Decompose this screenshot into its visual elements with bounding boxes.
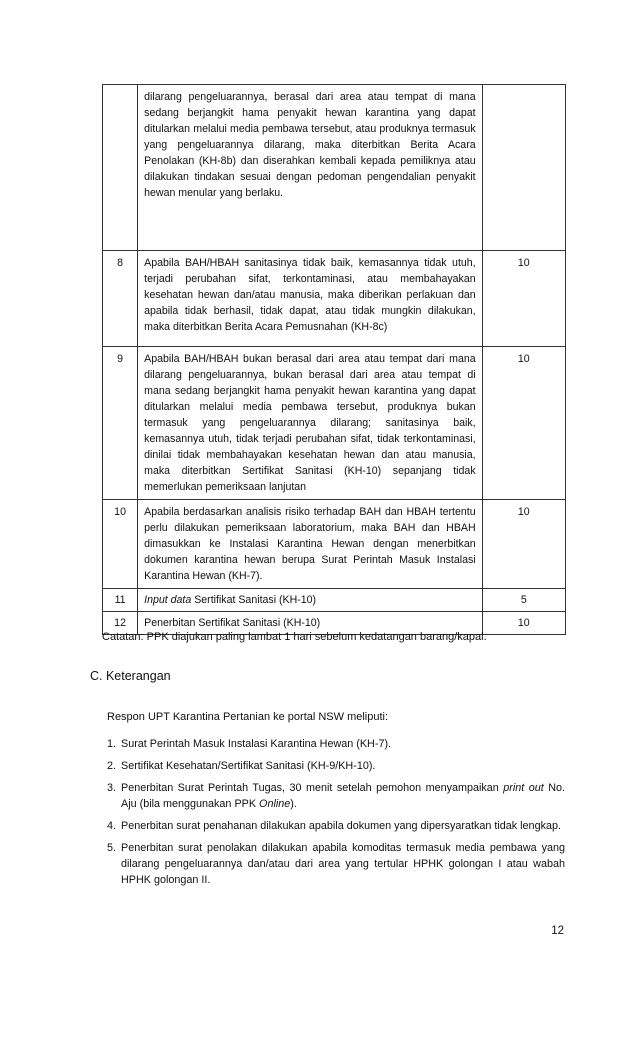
list-item	[107, 818, 565, 834]
row-time: 5	[482, 589, 565, 612]
row-number: 10	[103, 500, 138, 589]
procedure-table	[102, 84, 566, 635]
list-number: 2.	[107, 760, 117, 772]
row-number: 8	[103, 251, 138, 347]
page-number: 12	[551, 925, 564, 937]
list-text: Sertifikat Kesehatan/Sertifikat Sanitasi (KH-9/KH-10).	[121, 760, 376, 772]
list-number: 3.	[107, 782, 117, 794]
list-item	[107, 736, 565, 752]
list-text	[121, 780, 565, 812]
table-row	[103, 589, 566, 612]
section-heading: C. Keterangan	[90, 669, 171, 683]
row-number: 9	[103, 347, 138, 500]
list-number: 1.	[107, 738, 117, 750]
row-description: Apabila berdasarkan analisis risiko terhadap BAH dan HBAH tertentu perlu dilakukan pemeriksaan laboratorium, maka BAH dan HBAH dimasukkan ke Instalasi Karantina Hewan dengan menerbitkan dokumen karantina hewan berupa Surat Perintah Masuk Instalasi Karantina Hewan (KH-7).	[138, 500, 482, 589]
row-description: Apabila BAH/HBAH sanitasinya tidak baik, kemasannya tidak utuh, terjadi perubahan sifat, terkontaminasi, atau membahayakan kesehatan hewan dan/atau manusia, maka diberikan perlakuan dan apabila tidak berhasil, tidak dapat, atau tidak mungkin dilakukan, maka diterbitkan Berita Acara Pemusnahan (KH-8c)	[138, 251, 482, 347]
row-time: 10	[482, 612, 565, 635]
list-item	[107, 780, 565, 812]
table-note: Catatan: PPK diajukan paling lambat 1 hari sebelum kedatangan barang/kapal.	[102, 631, 487, 643]
row-description: dilarang pengeluarannya, berasal dari area atau tempat di mana sedang berjangkit hama penyakit hewan karantina yang dapat ditularkan melalui media pembawa tersebut, atau produknya termasuk yang pengeluarannya dilarang, maka diterbitkan Berita Acara Penolakan (KH-8b) dan diserahkan kembali kepada pemiliknya atau dilakukan tindakan sesuai dengan pedoman pengendalian penyakit hewan menular yang berlaku.	[138, 85, 482, 251]
description-text: Sertifikat Sanitasi (KH-10)	[191, 594, 317, 606]
list-text: Penerbitan surat penahanan dilakukan apabila dokumen yang dipersyaratkan tidak lengkap.	[121, 820, 561, 832]
list-number: 5.	[107, 842, 117, 854]
list-text-part: No. Aju (bila menggunakan PPK	[121, 782, 565, 810]
table-row	[103, 85, 566, 251]
list-item	[107, 758, 565, 774]
row-number: 11	[103, 589, 138, 612]
row-time: 10	[482, 251, 565, 347]
row-time	[482, 85, 565, 251]
row-description: Penerbitan Sertifikat Sanitasi (KH-10)	[138, 612, 482, 635]
row-number: 12	[103, 612, 138, 635]
row-description	[138, 589, 482, 612]
list-number: 4.	[107, 820, 117, 832]
intro-paragraph: Respon UPT Karantina Pertanian ke portal NSW meliputi:	[107, 711, 389, 723]
list-text: Penerbitan surat penolakan dilakukan apabila komoditas termasuk media pembawa yang dilarang pengeluarannya dan/atau dari area yang tertular HPHK golongan I atau wabah HPHK golongan II.	[121, 842, 565, 886]
list-text-part: Penerbitan Surat Perintah Tugas, 30 menit setelah pemohon menyampaikan	[121, 782, 504, 794]
row-time: 10	[482, 500, 565, 589]
italic-term: Online	[259, 798, 291, 810]
list-item	[107, 840, 565, 888]
row-time: 10	[482, 347, 565, 500]
italic-term: print out	[503, 782, 544, 794]
response-list	[107, 736, 565, 894]
row-description: Apabila BAH/HBAH bukan berasal dari area atau tempat dari mana dilarang pengeluarannya, bukan berasal dari area atau tempat di mana sedang berjangkit hama penyakit hewan karantina yang dapat ditularkan melalui media pembawa tersebut, produknya bukan termasuk yang pengeluarannya dilarang; sanitasinya baik, kemasannya utuh, tidak terjadi perubahan sifat, tidak terkontaminasi, dinilai tidak membahayakan kesehatan hewan dan atau manusia, maka diterbitkan Sertifikat Sanitasi (KH-10) sepanjang tidak memerlukan pemeriksaan lanjutan	[138, 347, 482, 500]
row-number	[103, 85, 138, 251]
table-row	[103, 500, 566, 589]
italic-term: Input data	[144, 594, 192, 606]
table-row	[103, 251, 566, 347]
list-text-part: ).	[290, 798, 297, 810]
table-row	[103, 347, 566, 500]
list-text: Surat Perintah Masuk Instalasi Karantina Hewan (KH-7).	[121, 738, 392, 750]
